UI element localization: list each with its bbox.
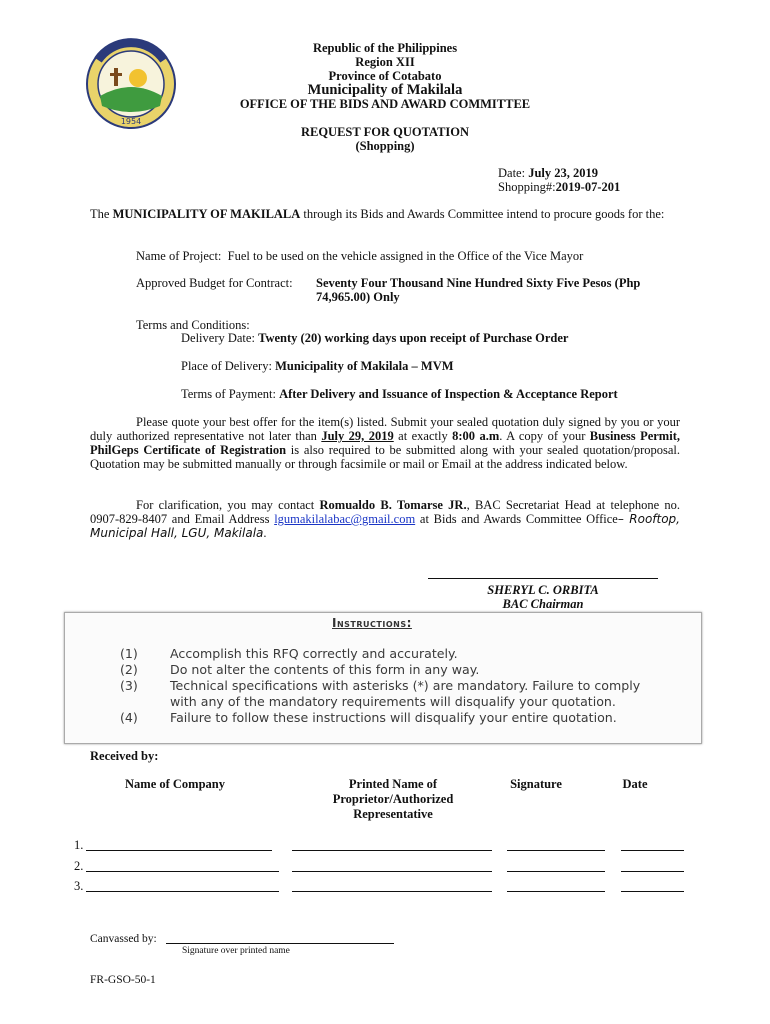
deadline-date: July 29, 2019 xyxy=(321,429,394,443)
canvassed-signature-field[interactable] xyxy=(166,943,394,944)
signature-field[interactable] xyxy=(507,891,605,892)
header-municipality: Municipality of Makilala xyxy=(307,82,463,98)
canvassed-by-label: Canvassed by: xyxy=(90,933,157,945)
company-name-field[interactable] xyxy=(86,891,279,892)
received-by-label: Received by: xyxy=(90,749,159,763)
contact-email-link[interactable]: lgumakilalabac@gmail.com xyxy=(274,512,416,526)
header-line-province: Province of Cotabato xyxy=(328,69,442,83)
instructions-title: Instructions: xyxy=(332,616,412,630)
header-line-republic: Republic of the Philippines xyxy=(312,41,458,55)
quotation-paragraph: Please quote your best offer for the item(s) listed. Submit your sealed quotation duly signed by you or your duly authorized representative not later than July 29, 2019 at exactly 8:00 a.m. A copy of your Business Permit, PhilGeps Certificate of Registration is also required to be submitted along with your sealed quotation/proposal. Quotation may be submitted manually or through facsimile or mail or Email at the address indicated below. xyxy=(90,415,680,471)
instruction-item: (3) Technical specifications with asterisks (*) are mandatory. Failure to comply xyxy=(120,678,641,693)
project-value: Fuel to be used on the vehicle assigned in the Office of the Vice Mayor xyxy=(227,249,584,263)
shopping-number-line xyxy=(498,180,620,195)
company-name-field[interactable] xyxy=(86,871,279,872)
terms-heading: Terms and Conditions: xyxy=(136,318,250,332)
signature-field[interactable] xyxy=(507,871,605,872)
chairman-name: SHERYL C. ORBITA xyxy=(487,583,599,597)
instruction-item: (2) Do not alter the contents of this form in any way. xyxy=(120,662,480,677)
terms-of-payment-line: Terms of Payment: After Delivery and Issuance of Inspection & Acceptance Report xyxy=(181,387,618,401)
row-number: 3. xyxy=(74,879,84,893)
entity-name: MUNICIPALITY OF MAKILALA xyxy=(112,207,301,221)
delivery-date-line: Delivery Date: Twenty (20) working days upon receipt of Purchase Order xyxy=(181,331,569,345)
instruction-item: with any of the mandatory requirements will disqualify your quotation. xyxy=(170,694,616,709)
place-of-delivery-value: Municipality of Makilala – MVM xyxy=(275,359,454,373)
instructions-list xyxy=(120,646,680,726)
row-number: 1. xyxy=(74,838,84,852)
shopping-value: 2019-07-201 xyxy=(555,180,621,194)
signature-field[interactable] xyxy=(507,850,605,851)
printed-name-field[interactable] xyxy=(292,871,492,872)
required-documents: Business Permit, PhilGeps Certificate of Registration xyxy=(90,429,680,457)
header-line-region: Region XII xyxy=(355,55,415,69)
contact-paragraph: For clarification, you may contact Romualdo B. Tomarse JR., BAC Secretariat Head at telephone no. 0907-829-8407 and Email Address lgumakilalabac@gmail.com at Bids and Awards Committee Office– Rooftop, Municipal Hall, LGU, Makilala. xyxy=(90,498,680,540)
project-label: Name of Project: xyxy=(136,249,222,263)
date-field[interactable] xyxy=(621,871,684,872)
row-number: 2. xyxy=(74,859,84,873)
svg-text:1954: 1954 xyxy=(120,117,142,126)
instruction-item: (4) Failure to follow these instructions will disqualify your entire quotation. xyxy=(120,710,617,725)
budget-value-line1: Seventy Four Thousand Nine Hundred Sixty Five Pesos (Php xyxy=(316,276,641,290)
municipal-seal-logo xyxy=(80,38,182,130)
intro-paragraph: The MUNICIPALITY OF MAKILALA through its Bids and Awards Committee intend to procure goods for the: xyxy=(90,207,665,221)
chairman-title: BAC Chairman xyxy=(502,597,584,611)
column-name-of-company: Name of Company xyxy=(125,777,225,791)
deadline-time: 8:00 a.m xyxy=(452,429,500,443)
place-of-delivery-line: Place of Delivery: Municipality of Makilala – MVM xyxy=(181,359,454,373)
printed-name-field[interactable] xyxy=(292,891,492,892)
contact-name: Romualdo B. Tomarse JR. xyxy=(319,498,467,512)
company-name-field[interactable] xyxy=(86,850,272,851)
document-title: REQUEST FOR QUOTATION xyxy=(300,125,470,139)
header-office: OFFICE OF THE BIDS AND AWARD COMMITTEE xyxy=(239,97,531,111)
project-line xyxy=(136,249,583,264)
column-signature: Signature xyxy=(510,777,562,791)
chairman-signature-line xyxy=(428,578,658,579)
budget-value-line2: 74,965.00) Only xyxy=(316,290,400,304)
terms-of-payment-value: After Delivery and Issuance of Inspection & Acceptance Report xyxy=(279,387,618,401)
date-label: Date: xyxy=(498,166,529,180)
signature-caption: Signature over printed name xyxy=(182,946,290,956)
shopping-label: Shopping#: xyxy=(498,180,556,194)
column-date: Date xyxy=(622,777,648,791)
column-printed-name: Printed Name of Proprietor/Authorized Representative xyxy=(332,777,454,821)
date-value: July 23, 2019 xyxy=(528,166,599,180)
printed-name-field[interactable] xyxy=(292,850,492,851)
instruction-item: (1) Accomplish this RFQ correctly and accurately. xyxy=(120,646,458,661)
date-line xyxy=(498,166,598,181)
date-field[interactable] xyxy=(621,850,684,851)
date-field[interactable] xyxy=(621,891,684,892)
document-subtitle: (Shopping) xyxy=(355,139,415,153)
budget-label: Approved Budget for Contract: xyxy=(136,276,293,290)
office-location: – Rooftop, Municipal Hall, LGU, Makilala xyxy=(90,512,680,540)
form-code: FR-GSO-50-1 xyxy=(90,974,156,986)
delivery-date-value: Twenty (20) working days upon receipt of Purchase Order xyxy=(258,331,569,345)
